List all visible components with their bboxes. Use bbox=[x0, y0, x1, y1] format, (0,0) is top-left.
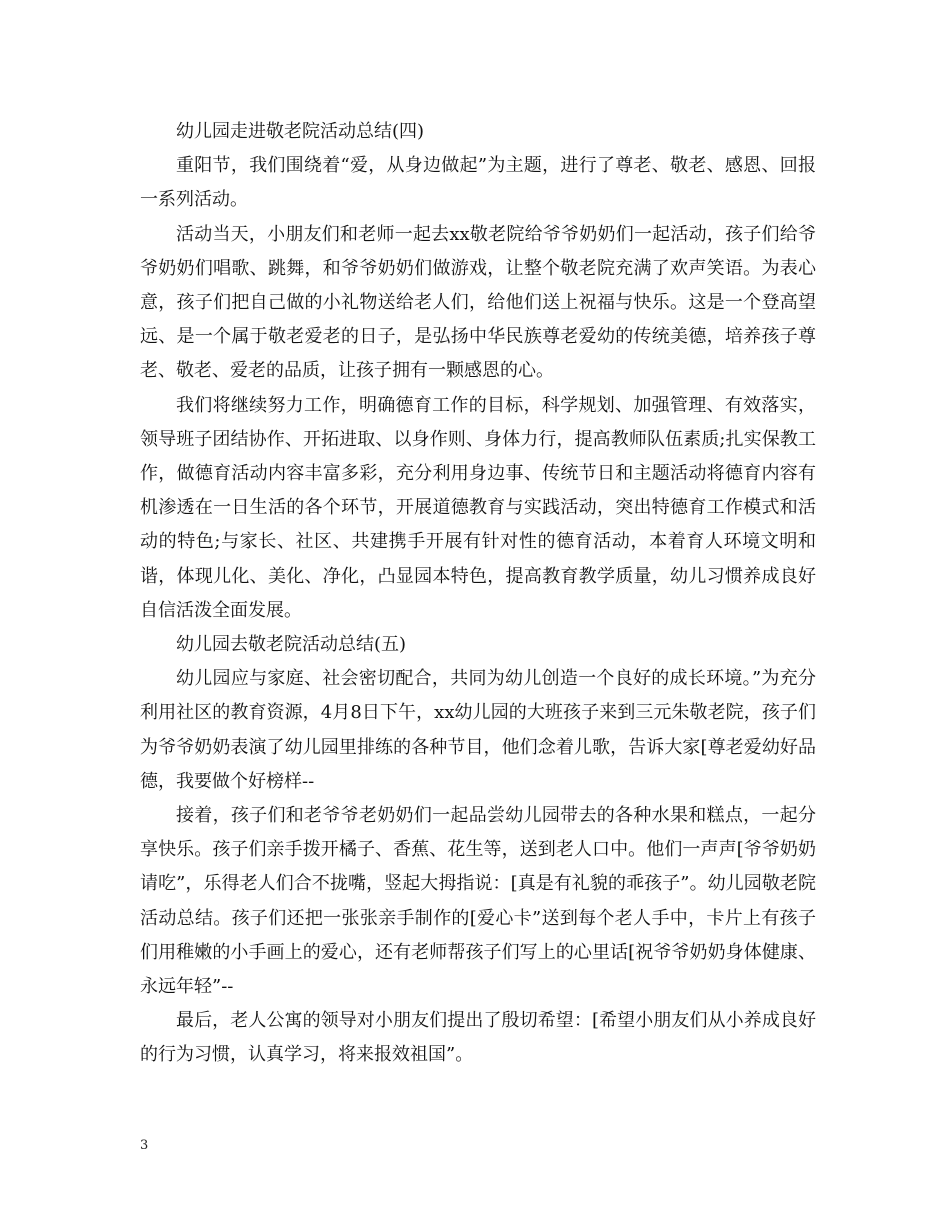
body-paragraph: 活动当天，小朋友们和老师一起去xx敬老院给爷爷奶奶们一起活动，孩子们给爷爷奶奶们唱歌、跳舞，和爷爷奶奶们做游戏，让整个敬老院充满了欢声笑语。为表心意，孩子们把自己做的小礼物送给老人们，给他们送上祝福与快乐。这是一个登高望远、是一个属于敬老爱老的日子，是弘扬中华民族尊老爱幼的传统美德，培养孩子尊老、敬老、爱老的品质，让孩子拥有一颗感恩的心。 bbox=[140, 223, 816, 382]
body-paragraph: 幼儿园应与家庭、社会密切配合，共同为幼儿创造一个良好的成长环境。”为充分利用社区的教育资源，4月8日下午，xx幼儿园的大班孩子来到三元朱敬老院，孩子们为爷爷奶奶表演了幼儿园里排练的各种节目，他们念着儿歌，告诉大家[尊老爱幼好品德，我要做个好榜样-- bbox=[140, 668, 816, 792]
body-paragraph: 接着，孩子们和老爷爷老奶奶们一起品尝幼儿园带去的各种水果和糕点，一起分享快乐。孩子们亲手拨开橘子、香蕉、花生等，送到老人口中。他们一声声[爷爷奶奶请吃”，乐得老人们合不拢嘴，竖起大拇指说：[真是有礼貌的乖孩子”。幼儿园敬老院活动总结。孩子们还把一张张亲手制作的[爱心卡”送到每个老人手中，卡片上有孩子们用稚嫩的小手画上的爱心，还有老师帮孩子们写上的心里话[祝爷爷奶奶身体健康、永远年轻”-- bbox=[140, 805, 816, 998]
body-paragraph: 我们将继续努力工作，明确德育工作的目标，科学规划、加强管理、有效落实，领导班子团结协作、开拓进取、以身作则、身体力行，提高教师队伍素质;扎实保教工作，做德育活动内容丰富多彩，充分利用身边事、传统节日和主题活动将德育内容有机渗透在一日生活的各个环节，开展道德教育与实践活动，突出特德育工作模式和活动的特色;与家长、社区、共建携手开展有针对性的德育活动，本着育人环境文明和谐，体现儿化、美化、净化，凸显园本特色，提高教育教学质量，幼儿习惯养成良好自信活泼全面发展。 bbox=[140, 394, 816, 621]
body-paragraph: 重阳节，我们围绕着“爱，从身边做起”为主题，进行了尊老、敬老、感恩、回报一系列活动。 bbox=[140, 155, 816, 211]
body-paragraph: 最后，老人公寓的领导对小朋友们提出了殷切希望：[希望小朋友们从小养成良好的行为习惯，认真学习，将来报效祖国”。 bbox=[140, 1010, 816, 1066]
page-number: 3 bbox=[140, 1138, 149, 1153]
section-heading-4: 幼儿园走进敬老院活动总结(四) bbox=[176, 121, 425, 142]
section-heading-5: 幼儿园去敬老院活动总结(五) bbox=[176, 634, 407, 656]
document-body bbox=[140, 115, 816, 1073]
